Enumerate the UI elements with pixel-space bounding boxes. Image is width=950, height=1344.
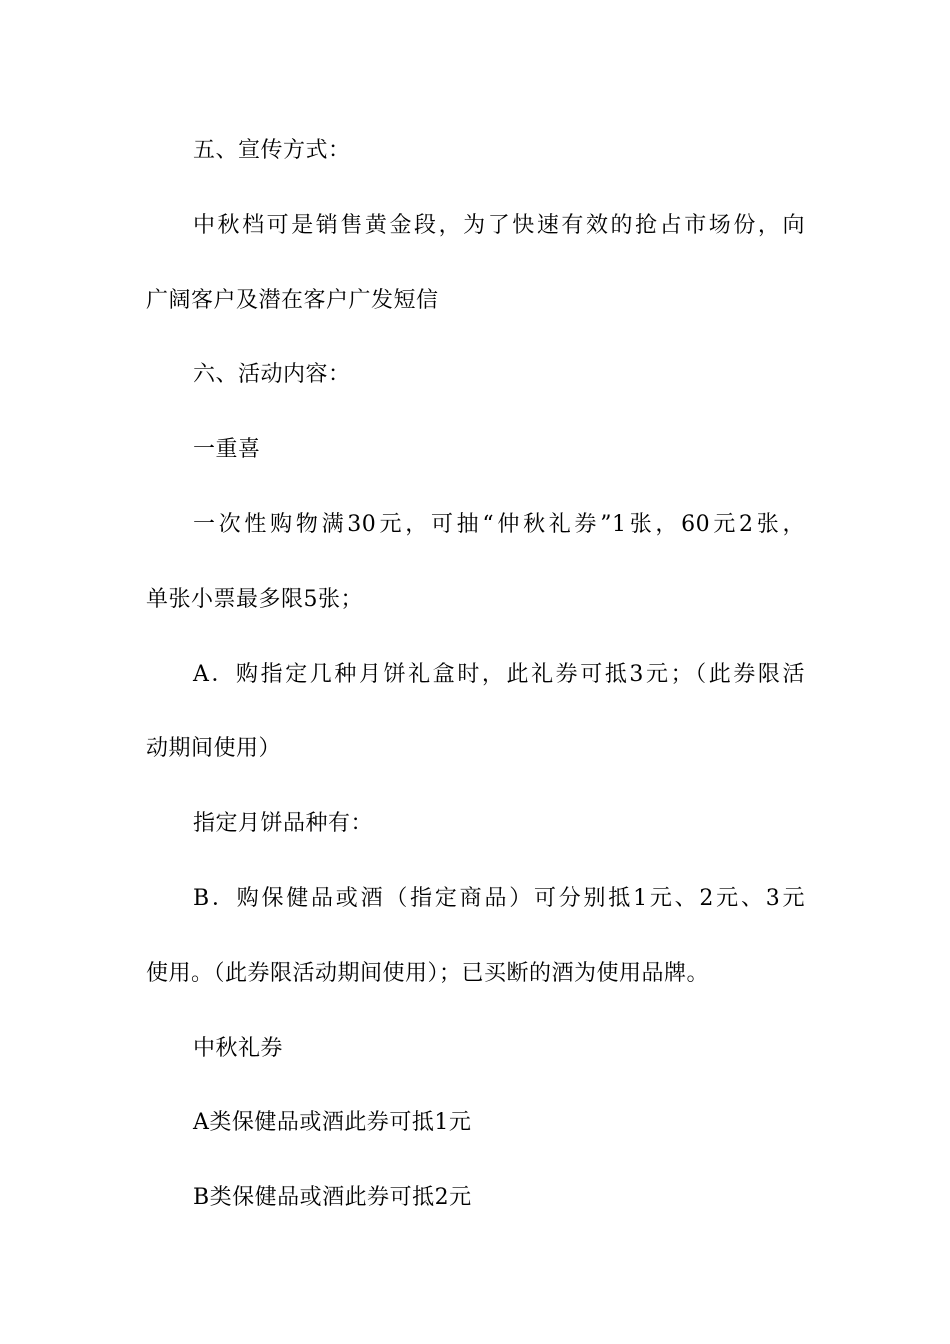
paragraph-line: B．购保健品或酒（指定商品）可分别抵1元、2元、3元 [193,886,805,911]
paragraph-line: 一次性购物满30元，可抽“仲秋礼券”1张，60元2张， [193,512,805,537]
paragraph-line: 广阔客户及潜在客户广发短信 [146,288,439,313]
paragraph-line: A类保健品或酒此券可抵1元 [193,1110,472,1135]
paragraph-line: 中秋档可是销售黄金段，为了快速有效的抢占市场份，向 [193,213,805,238]
paragraph-line: 指定月饼品种有： [193,811,374,836]
paragraph-line: 使用。（此券限活动期间使用）；已买断的酒为使用品牌。 [146,961,710,986]
paragraph-line: 动期间使用） [146,736,282,761]
section-heading-activity: 六、活动内容： [193,362,351,387]
subheading-first-joy: 一重喜 [193,437,261,462]
section-heading-promotion: 五、宣传方式： [193,138,351,163]
paragraph-line: A．购指定几种月饼礼盒时，此礼券可抵3元；（此券限活 [193,662,805,687]
paragraph-line: B类保健品或酒此券可抵2元 [193,1185,472,1210]
paragraph-line: 单张小票最多限5张； [146,587,363,612]
subheading-coupon: 中秋礼券 [193,1036,284,1061]
